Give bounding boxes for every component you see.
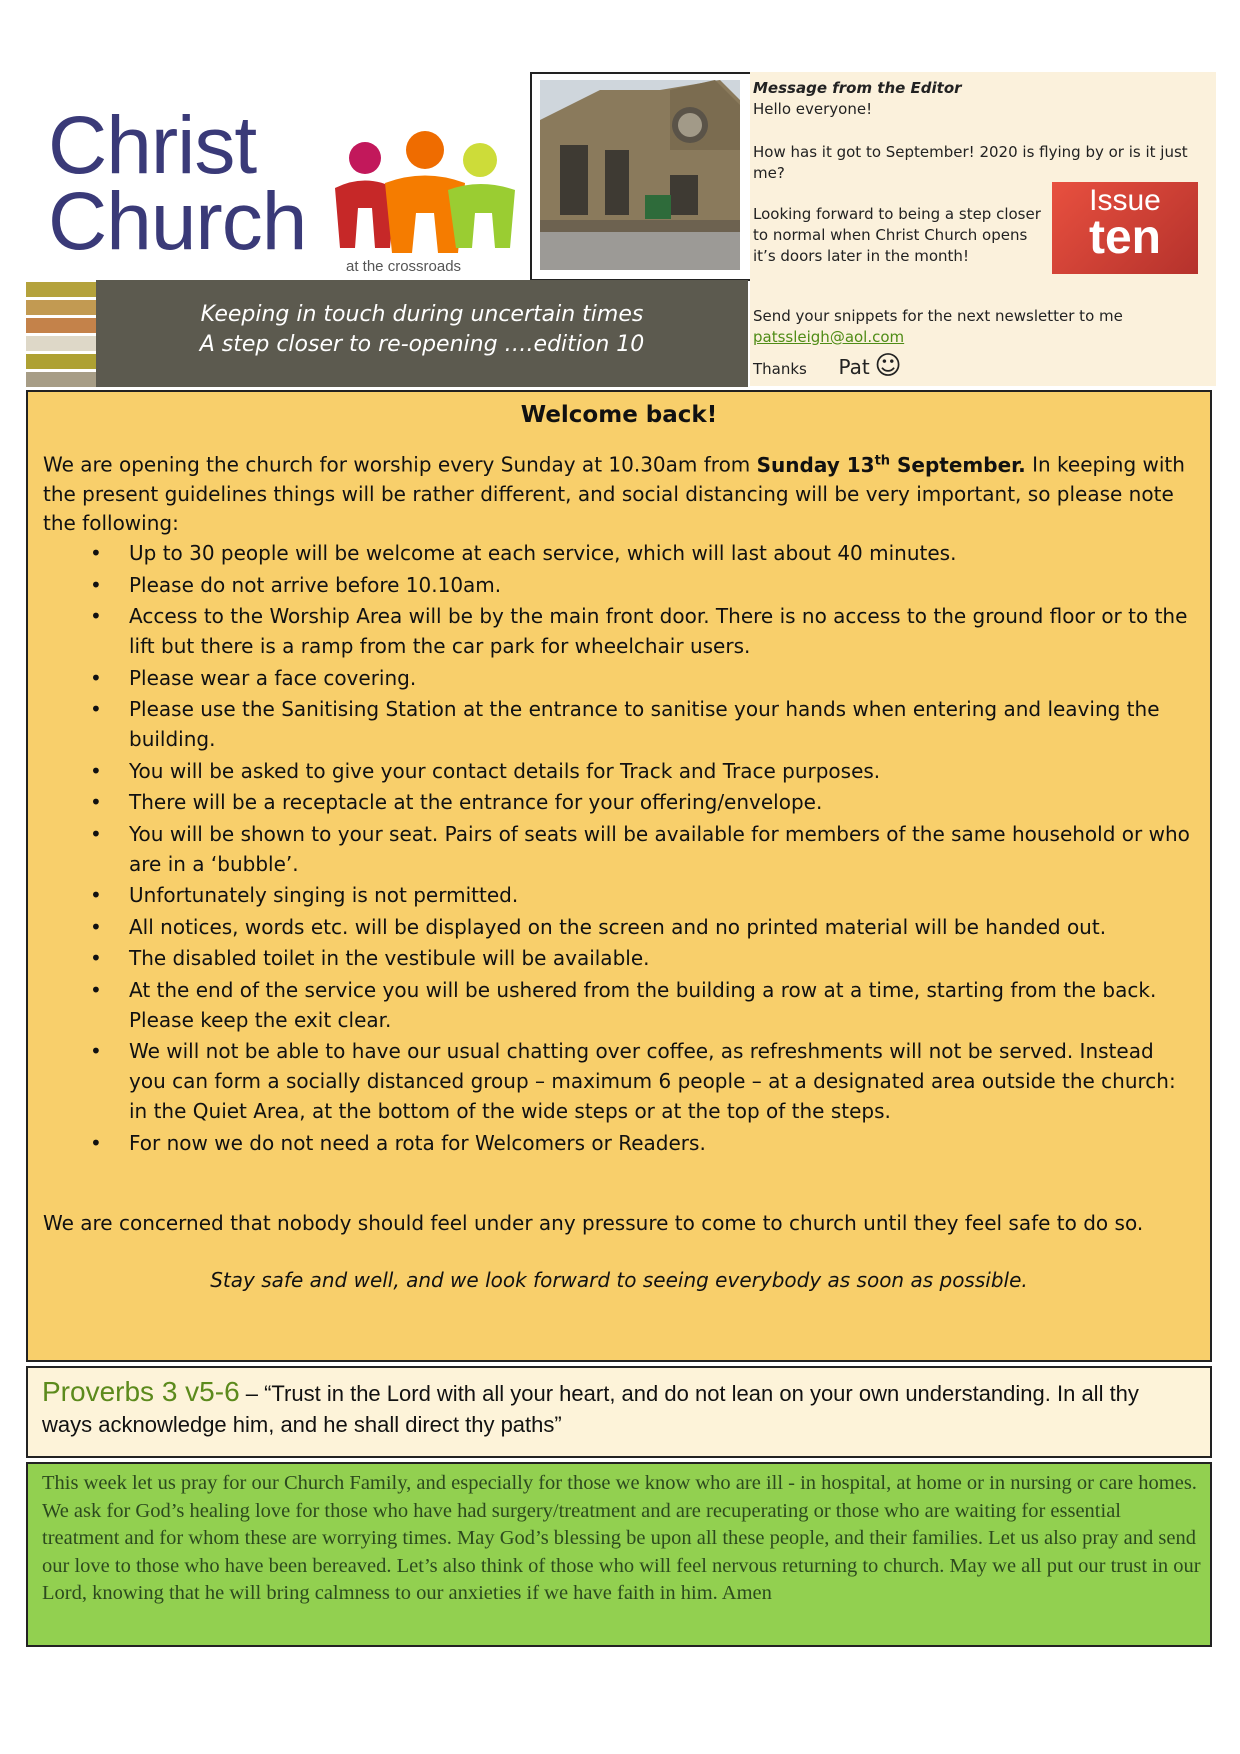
welcome-title: Welcome back! [520, 402, 718, 428]
guideline-item: • Please wear a face covering. [43, 663, 1193, 693]
intro-date-month: September. [890, 452, 1026, 477]
colour-stripe [26, 336, 96, 351]
logo-people-icon [330, 128, 535, 258]
logo-subtitle: at the crossroads [346, 258, 462, 275]
logo-line-church: Church [48, 176, 307, 267]
smiley-icon: ☺ [874, 351, 902, 381]
prayer-section [26, 1462, 1212, 1647]
intro-text: We are opening the church for worship every Sunday at 10.30am from [43, 452, 757, 477]
church-photo [530, 72, 752, 281]
proverbs-quote: “Trust in the Lord with all your heart, and do not lean on your own understanding. In all thy ways acknowledge him, and he shall direct thy paths” [42, 1381, 1139, 1437]
logo-line-christ: Christ [48, 100, 257, 191]
colour-stripe [26, 282, 96, 297]
guideline-item: • Access to the Worship Area will be by the main front door. There is no access to the ground floor or to the lift but there is a ramp from the car park for wheelchair users. [43, 601, 1193, 661]
intro-date-suffix: th [874, 453, 891, 468]
guideline-item: • You will be asked to give your contact details for Track and Trace purposes. [43, 756, 1193, 786]
prayer-text: This week let us pray for our Church Family, and especially for those we know who are ill - in hospital, at home or in nursing or care homes. We ask for God’s healing love for those who have had surgery/treatment and are recuperating or those who are waiting for essential treatment and for whom these are worrying times. May God’s blessing be upon all these people, and their families. Let us also pray and send our love to those who have been bereaved. Let’s also think of those who will feel nervous returning to church. May we all put our trust in our Lord, knowing that he will bring calmness to our anxieties if we have faith in him. Amen [42, 1472, 1201, 1604]
church-photo-icon [540, 80, 740, 270]
colour-stripe [26, 372, 96, 387]
guideline-item: • We will not be able to have our usual chatting over coffee, as refreshments will not be served. Instead you can form a socially distanced group – maximum 6 people – at a designated area outside the church: in the Quiet Area, at the bottom of the wide steps or at the top of the steps. [43, 1036, 1193, 1126]
proverbs-text [42, 1376, 1192, 1440]
issue-word: Issue [1089, 184, 1161, 217]
editor-paragraph-2: Looking forward to being a step closer to normal when Christ Church opens it’s doors later in the month! [753, 205, 1041, 265]
banner-line-2: A step closer to re-opening ….edition 10 [199, 332, 645, 357]
issue-badge [1052, 182, 1198, 274]
colour-stripe [26, 318, 96, 333]
edition-banner [96, 280, 748, 387]
welcome-intro [43, 446, 1193, 538]
guidelines-list [43, 538, 1193, 1159]
welcome-sign-off: Stay safe and well, and we look forward to seeing everybody as soon as possible. [210, 1268, 1028, 1292]
guideline-item: • Please do not arrive before 10.10am. [43, 570, 1193, 600]
intro-date [757, 453, 1026, 477]
colour-stripes [26, 282, 96, 388]
guideline-item: • At the end of the service you will be ushered from the building a row at a time, starting from the back. Please keep the exit clear. [43, 975, 1193, 1035]
guideline-item: • You will be shown to your seat. Pairs of seats will be available for members of the same household or who are in a ‘bubble’. [43, 819, 1193, 879]
guideline-item: • Please use the Sanitising Station at the entrance to sanitise your hands when entering and leaving the building. [43, 694, 1193, 754]
editor-greeting: Hello everyone! [753, 100, 873, 118]
guideline-item: • There will be a receptacle at the entrance for your offering/envelope. [43, 787, 1193, 817]
proverbs-section [26, 1366, 1212, 1458]
guideline-item: • Up to 30 people will be welcome at each service, which will last about 40 minutes. [43, 538, 1193, 568]
proverbs-reference: Proverbs 3 v5-6 [42, 1376, 240, 1407]
issue-number: ten [1089, 211, 1161, 264]
editor-paragraph-1: How has it got to September! 2020 is flying by or is it just me? [753, 143, 1188, 182]
colour-stripe [26, 354, 96, 369]
logo-wordmark [48, 100, 348, 267]
guideline-item: • The disabled toilet in the vestibule will be available. [43, 943, 1193, 973]
editor-paragraph-3: Send your snippets for the next newsletter to me [753, 307, 1123, 325]
welcome-concern: We are concerned that nobody should feel under any pressure to come to church until they feel safe to do so. [43, 1211, 1144, 1235]
editor-email-link[interactable]: patssleigh@aol.com [753, 328, 905, 346]
welcome-back-section [26, 390, 1212, 1362]
intro-date-day: Sunday 13 [756, 452, 875, 477]
intro-guidelines: In keeping with the present guidelines things will be rather different, and social distancing will be very important, so please note the following: [43, 452, 1185, 535]
banner-line-1: Keeping in touch during uncertain times [200, 302, 644, 327]
guideline-item: • Unfortunately singing is not permitted. [43, 880, 1193, 910]
editor-signature: Pat [838, 355, 870, 379]
guideline-item: • For now we do not need a rota for Welcomers or Readers. [43, 1128, 1193, 1158]
proverbs-dash: – [239, 1381, 265, 1406]
editor-thanks: Thanks [753, 360, 807, 378]
colour-stripe [26, 300, 96, 315]
editor-heading: Message from the Editor [753, 79, 962, 97]
guideline-item: • All notices, words etc. will be displayed on the screen and no printed material will be handed out. [43, 912, 1193, 942]
